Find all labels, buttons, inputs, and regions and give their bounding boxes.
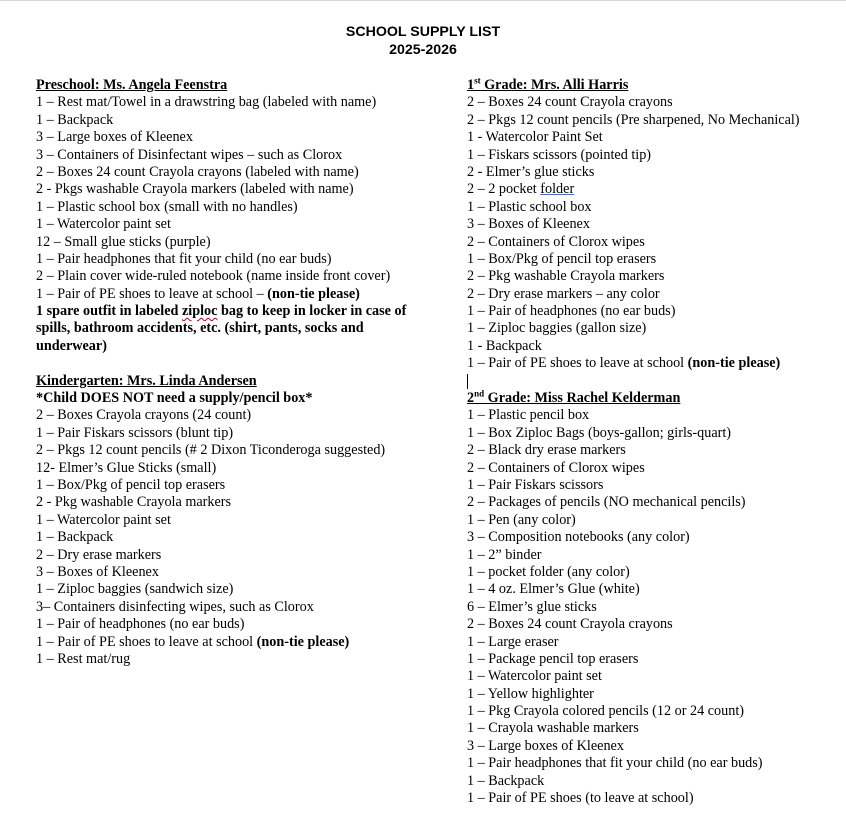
list-item: 2 – Containers of Clorox wipes <box>467 233 645 250</box>
list-item: 1 – Rest mat/Towel in a drawstring bag (labeled with name) <box>36 94 377 111</box>
list-item: 1 – Pair of headphones (no ear buds) <box>467 303 676 320</box>
kindergarten-pe-text: 1 – Pair of PE shoes to leave at school <box>36 633 257 650</box>
list-item: 2 – Black dry erase markers <box>467 442 626 459</box>
second-grade-sup: nd <box>474 388 485 399</box>
second-grade-num: 2 <box>467 390 475 407</box>
list-item: 1 – Package pencil top erasers <box>467 650 639 667</box>
folder-word: folder <box>540 181 575 198</box>
list-item: 1 – 2” binder <box>467 546 542 563</box>
second-grade-list <box>467 407 842 807</box>
list-item: 2 - Pkgs washable Crayola markers (labeled with name) <box>36 181 354 198</box>
first-grade-pe-note: (non-tie please) <box>687 355 781 372</box>
text-cursor <box>467 374 468 389</box>
text-cursor-line[interactable] <box>467 373 842 390</box>
list-item: 1 – Watercolor paint set <box>36 216 171 233</box>
list-item: 1 – Pair headphones that fit your child (no ear buds) <box>467 755 763 772</box>
list-item: 6 – Elmer’s glue sticks <box>467 598 597 615</box>
list-item: 1 – Plastic pencil box <box>467 407 590 424</box>
list-item: 3 – Large boxes of Kleenex <box>467 737 624 754</box>
kindergarten-heading: Kindergarten: Mrs. Linda Andersen <box>36 372 257 389</box>
list-item: 1 – Box Ziploc Bags (boys-gallon; girls-quart) <box>467 424 732 441</box>
outfit-ziploc-word: ziploc <box>181 303 218 320</box>
list-item: 2 - Pkg washable Crayola markers <box>36 494 232 511</box>
first-grade-list-a <box>467 94 842 181</box>
list-item: 1 – Large eraser <box>467 633 559 650</box>
list-item: 2 – Pkg washable Crayola markers <box>467 268 665 285</box>
list-item: 2 – Boxes Crayola crayons (24 count) <box>36 407 252 424</box>
preschool-pe-note: (non-tie please) <box>267 285 360 302</box>
list-item: 1 – Pkg Crayola colored pencils (12 or 24 count) <box>467 703 744 720</box>
preschool-heading: Preschool: Ms. Angela Feenstra <box>36 77 228 93</box>
outfit-text-pre: 1 spare outfit in labeled <box>36 303 182 320</box>
list-item: 1 – Pair of PE shoes (to leave at school) <box>467 790 694 807</box>
list-item: 1 – Yellow highlighter <box>467 685 594 702</box>
kindergarten-pe-item <box>36 634 436 651</box>
kindergarten-pe-note: (non-tie please) <box>256 633 350 650</box>
list-item: 1 – Watercolor paint set <box>467 668 602 685</box>
page-top-border <box>0 0 846 1</box>
list-item: 2 - Elmer’s glue sticks <box>467 163 595 180</box>
kindergarten-note: *Child DOES NOT need a supply/pencil box* <box>36 390 313 407</box>
list-item: 1 - Backpack <box>467 337 542 354</box>
list-item: 1 – Pen (any color) <box>467 511 576 528</box>
list-item: 2 – Boxes 24 count Crayola crayons <box>467 616 673 633</box>
list-item: 1 - Watercolor Paint Set <box>467 129 603 146</box>
list-item: 2 – Packages of pencils (NO mechanical pencils) <box>467 494 746 511</box>
kindergarten-last-item: 1 – Rest mat/rug <box>36 650 131 667</box>
list-item: 1 – Pair Fiskars scissors (blunt tip) <box>36 424 234 441</box>
first-grade-num: 1 <box>467 77 475 93</box>
list-item: 1 – Watercolor paint set <box>36 511 171 528</box>
list-item: 1 – Pair Fiskars scissors <box>467 476 604 493</box>
list-item: 1 – Plastic school box <box>467 198 592 215</box>
list-item: 1 – Backpack <box>467 772 545 789</box>
list-item: 3 – Boxes of Kleenex <box>467 216 590 233</box>
list-item: 1 – Pair of headphones (no ear buds) <box>36 616 245 633</box>
document-title: SCHOOL SUPPLY LIST <box>345 24 501 40</box>
list-item: 3 – Containers of Disinfectant wipes – such as Clorox <box>36 146 343 163</box>
outfit-text-post: bag to keep in locker in case of spills, bathroom accidents, etc. (shirt, pants, socks and underwear) <box>36 303 407 354</box>
first-grade-folder-item <box>467 181 842 198</box>
list-item: 1 – Fiskars scissors (pointed tip) <box>467 146 652 163</box>
first-grade-heading <box>467 77 842 94</box>
kindergarten-list <box>36 407 436 633</box>
list-item: 2 – Dry erase markers – any color <box>467 285 660 302</box>
list-item: 3 – Boxes of Kleenex <box>36 563 159 580</box>
list-item: 2 – Boxes 24 count Crayola crayons <box>467 94 673 111</box>
list-item: 1 – Ziploc baggies (gallon size) <box>467 320 647 337</box>
document-year: 2025-2026 <box>389 42 457 58</box>
left-column <box>36 77 436 668</box>
section-gap <box>36 355 436 372</box>
preschool-list <box>36 94 436 285</box>
list-item: 1 – Backpack <box>36 529 114 546</box>
list-item: 1 – Crayola washable markers <box>467 720 639 737</box>
preschool-outfit-note <box>36 303 426 355</box>
first-grade-sup: st <box>474 75 481 86</box>
document-title-block <box>0 23 846 59</box>
list-item: 1 – pocket folder (any color) <box>467 563 630 580</box>
list-item: 1 – Ziploc baggies (sandwich size) <box>36 581 234 598</box>
list-item: 3– Containers disinfecting wipes, such as Clorox <box>36 598 314 615</box>
list-item: 2 – Boxes 24 count Crayola crayons (labeled with name) <box>36 163 359 180</box>
list-item: 3 – Large boxes of Kleenex <box>36 129 193 146</box>
first-grade-list-b <box>467 199 842 356</box>
list-item: 12- Elmer’s Glue Sticks (small) <box>36 459 217 476</box>
first-grade-teacher: Grade: Mrs. Alli Harris <box>480 77 629 93</box>
folder-text: 2 – 2 pocket <box>467 181 541 198</box>
list-item: 1 – Box/Pkg of pencil top erasers <box>467 250 657 267</box>
second-grade-heading <box>467 390 842 407</box>
list-item: 12 – Small glue sticks (purple) <box>36 233 211 250</box>
list-item: 2 – Containers of Clorox wipes <box>467 459 645 476</box>
first-grade-pe-item <box>467 355 842 372</box>
list-item: 1 – Backpack <box>36 111 114 128</box>
first-grade-pe-text: 1 – Pair of PE shoes to leave at school <box>467 355 688 372</box>
list-item: 2 – Pkgs 12 count pencils (Pre sharpened, No Mechanical) <box>467 111 800 128</box>
right-column <box>467 77 842 807</box>
list-item: 1 – Pair headphones that fit your child (no ear buds) <box>36 250 332 267</box>
list-item: 2 – Pkgs 12 count pencils (# 2 Dixon Ticonderoga suggested) <box>36 442 386 459</box>
list-item: 1 – Box/Pkg of pencil top erasers <box>36 477 226 494</box>
list-item: 1 – Plastic school box (small with no handles) <box>36 198 298 215</box>
second-grade-teacher: Grade: Miss Rachel Kelderman <box>484 390 681 407</box>
preschool-pe-item <box>36 286 436 303</box>
preschool-pe-text: 1 – Pair of PE shoes to leave at school – <box>36 285 268 302</box>
list-item: 2 – Plain cover wide-ruled notebook (name inside front cover) <box>36 268 391 285</box>
list-item: 2 – Dry erase markers <box>36 546 162 563</box>
list-item: 3 – Composition notebooks (any color) <box>467 529 690 546</box>
list-item: 1 – 4 oz. Elmer’s Glue (white) <box>467 581 640 598</box>
